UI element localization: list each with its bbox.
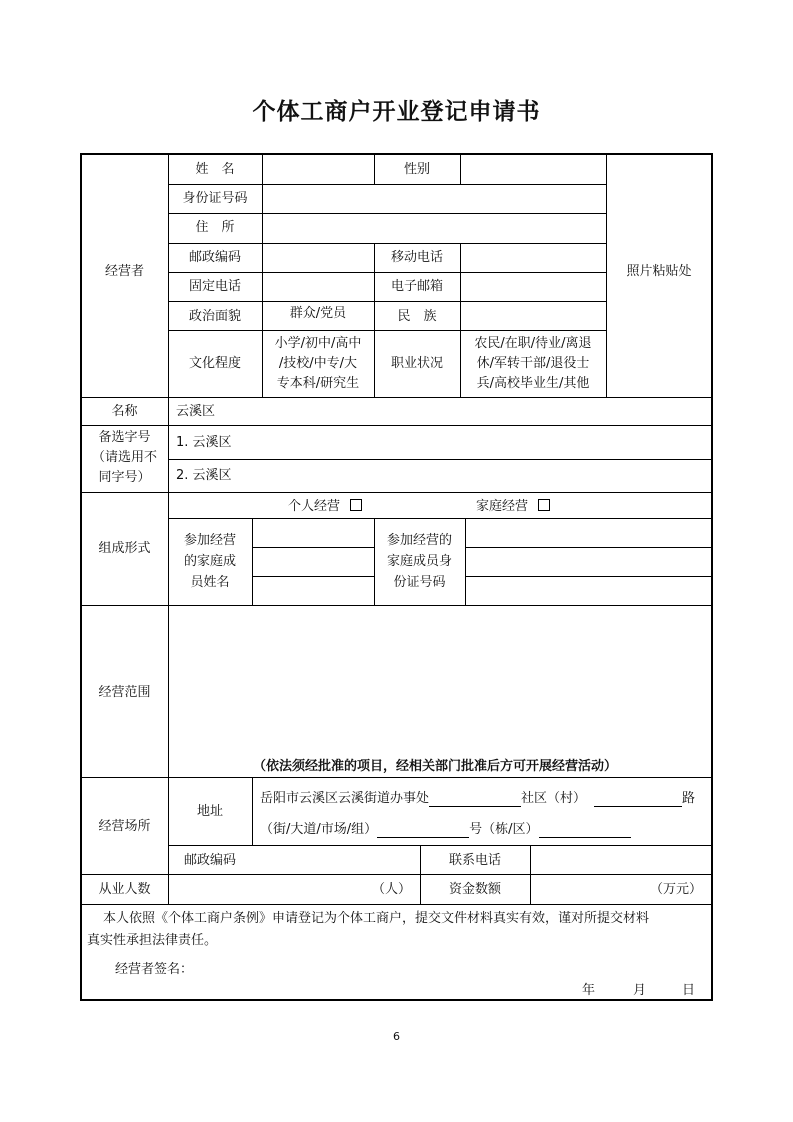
- name-label: 姓 名: [195, 162, 235, 177]
- family-member-id-label: [374, 530, 465, 593]
- premises-label: 经营场所: [98, 819, 151, 834]
- staff-count-unit: （人）: [372, 882, 412, 897]
- job-label: 职业状况: [390, 356, 443, 371]
- business-name-label: 名称: [111, 404, 138, 419]
- alt-name-2[interactable]: 2. 云溪区: [176, 468, 232, 483]
- phone-field[interactable]: [263, 273, 374, 301]
- premises-address-line2: [260, 821, 631, 838]
- political-value[interactable]: 群众/党员: [289, 306, 347, 321]
- family-members-label-line: 的家庭成: [183, 554, 236, 569]
- postcode-field[interactable]: [263, 244, 374, 272]
- education-options[interactable]: [262, 334, 374, 394]
- street-types-text: （街/大道/市场/组）: [260, 822, 378, 837]
- alt-names-label-line: 同字号）: [98, 470, 151, 485]
- family-member-name-field[interactable]: [253, 577, 374, 605]
- signature-field[interactable]: [200, 955, 400, 977]
- education-options-line: /技校/中专/大: [278, 356, 358, 371]
- political-label: 政治面貌: [188, 309, 241, 324]
- job-options-line: 农民/在职/待业/离退: [474, 336, 592, 351]
- ethnic-field[interactable]: [461, 302, 606, 330]
- road-text: 路: [682, 791, 696, 806]
- family-member-name-field[interactable]: [253, 548, 374, 576]
- address-prefix: 岳阳市云溪区云溪街道办事处: [260, 791, 430, 806]
- alt-names-label: [81, 428, 168, 488]
- business-scope-field[interactable]: [169, 606, 712, 756]
- alt-name-1[interactable]: 1. 云溪区: [176, 435, 232, 450]
- page-number: 6: [393, 1030, 400, 1043]
- operator-section-label: 经营者: [104, 264, 144, 279]
- gender-field[interactable]: [461, 155, 606, 184]
- family-members-label: [168, 530, 252, 593]
- community-text: 社区（村）: [521, 791, 587, 806]
- date-day: 日: [682, 983, 696, 998]
- business-scope-label: 经营范围: [98, 685, 151, 700]
- job-options[interactable]: [460, 334, 606, 394]
- premises-address-label: 地址: [196, 804, 223, 819]
- job-options-line: 兵/高校毕业生/其他: [476, 376, 590, 391]
- address-label: 住 所: [195, 220, 235, 235]
- education-options-line: 小学/初中/高中: [274, 336, 362, 351]
- email-label: 电子邮箱: [390, 279, 443, 294]
- gender-label: 性别: [403, 162, 430, 177]
- family-members-label-line: 员姓名: [190, 575, 230, 590]
- business-name-value[interactable]: 云溪区: [176, 404, 216, 419]
- individual-option-label: 个人经营: [288, 499, 341, 514]
- date-month: 月: [633, 983, 647, 998]
- photo-area-label[interactable]: 照片粘贴处: [626, 264, 692, 279]
- individual-checkbox[interactable]: [350, 499, 362, 511]
- capital-label: 资金数额: [448, 882, 501, 897]
- family-member-id-label-line: 参加经营的: [386, 533, 452, 548]
- road-blank[interactable]: [594, 792, 682, 807]
- education-label: 文化程度: [188, 356, 241, 371]
- premises-contact-label: 联系电话: [448, 853, 501, 868]
- declaration-line1: 本人依照《个体工商户条例》申请登记为个体工商户，提交文件材料真实有效，谨对所提交材料: [103, 911, 650, 926]
- name-field[interactable]: [263, 155, 374, 184]
- composition-label: 组成形式: [98, 541, 151, 556]
- premises-address-line1: [260, 790, 695, 807]
- page-title: 个体工商户开业登记申请书: [252, 99, 541, 125]
- building-blank[interactable]: [539, 823, 631, 838]
- alt-names-label-line: （请选用不: [91, 450, 157, 465]
- education-options-line: 专本科/研究生: [276, 376, 360, 391]
- premises-postcode-field[interactable]: [253, 846, 420, 874]
- email-field[interactable]: [461, 273, 606, 301]
- capital-field[interactable]: [531, 875, 641, 904]
- family-member-id-label-line: 份证号码: [393, 575, 446, 590]
- signature-label: 经营者签名：: [115, 962, 194, 977]
- family-option[interactable]: [476, 498, 550, 515]
- family-members-label-line: 参加经营: [183, 533, 236, 548]
- mobile-field[interactable]: [461, 244, 606, 272]
- premises-postcode-label: 邮政编码: [183, 853, 236, 868]
- family-checkbox[interactable]: [538, 499, 550, 511]
- street-blank[interactable]: [377, 823, 469, 838]
- phone-label: 固定电话: [188, 279, 241, 294]
- alt-names-label-line: 备选字号: [98, 430, 151, 445]
- individual-option[interactable]: [288, 498, 362, 515]
- date-year: 年: [582, 983, 596, 998]
- community-blank[interactable]: [429, 792, 521, 807]
- family-option-label: 家庭经营: [476, 499, 529, 514]
- job-options-line: 休/军转干部/退役士: [476, 356, 590, 371]
- premises-contact-field[interactable]: [531, 846, 712, 874]
- postcode-label: 邮政编码: [188, 250, 241, 265]
- capital-unit: （万元）: [650, 882, 703, 897]
- staff-count-field[interactable]: [169, 875, 369, 904]
- number-text: 号（栋/区）: [469, 822, 539, 837]
- staff-count-label: 从业人数: [98, 882, 151, 897]
- business-scope-note: （依法须经批准的项目，经相关部门批准后方可开展经营活动）: [253, 759, 618, 774]
- id-number-field[interactable]: [263, 185, 606, 213]
- family-member-id-field[interactable]: [466, 519, 712, 547]
- mobile-label: 移动电话: [390, 250, 443, 265]
- declaration-line2: 真实性承担法律责任。: [87, 933, 218, 948]
- family-member-id-field[interactable]: [466, 577, 712, 605]
- ethnic-label: 民 族: [397, 309, 437, 324]
- address-field[interactable]: [263, 214, 606, 243]
- id-number-label: 身份证号码: [182, 191, 248, 206]
- family-member-id-label-line: 家庭成员身: [386, 554, 452, 569]
- family-member-id-field[interactable]: [466, 548, 712, 576]
- family-member-name-field[interactable]: [253, 519, 374, 547]
